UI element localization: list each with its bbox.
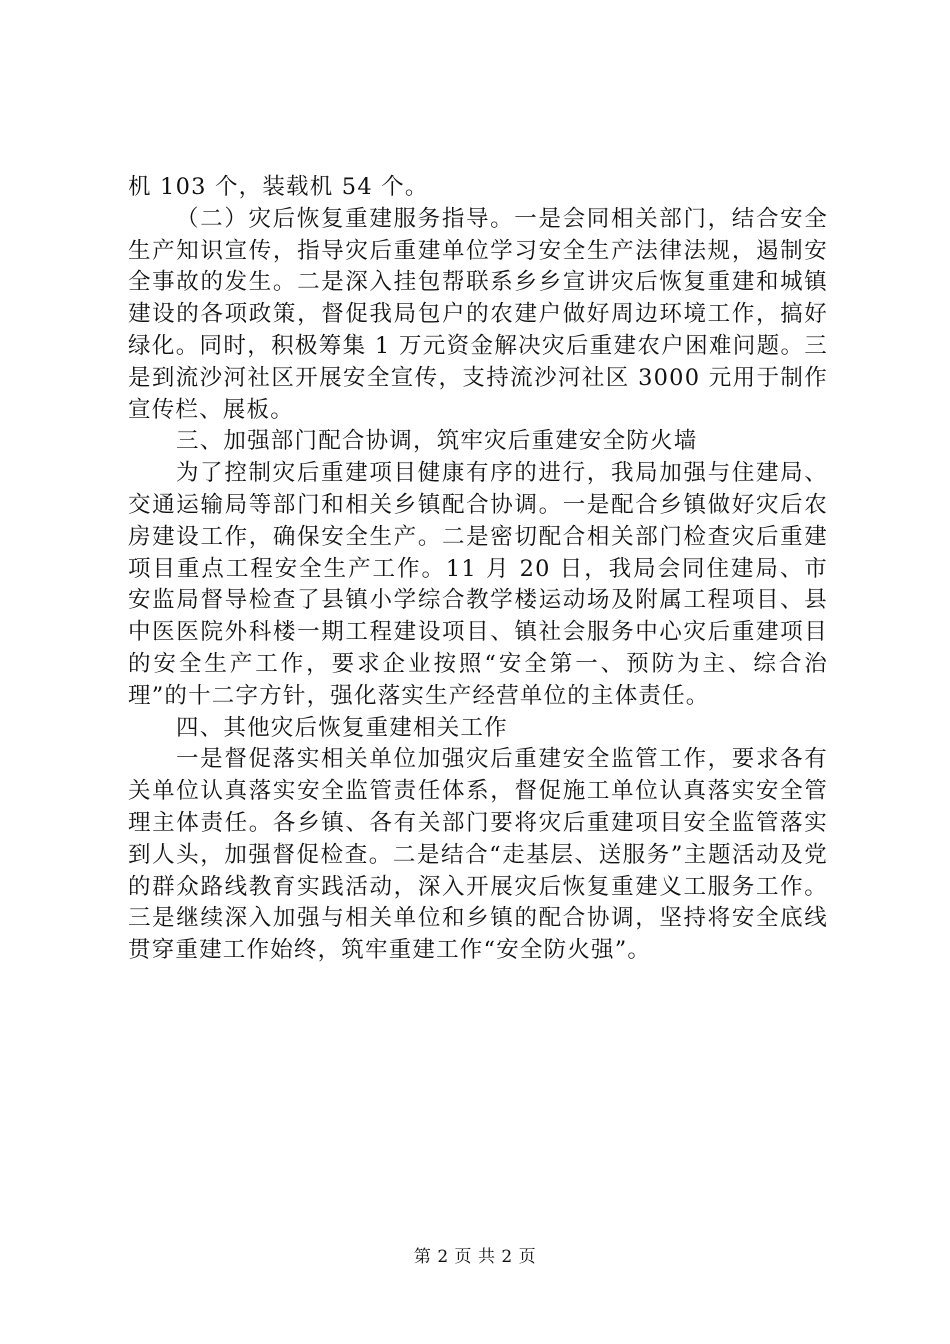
section-heading: 三、加强部门配合协调，筑牢灾后重建安全防火墙 [176, 428, 698, 455]
paragraph: 为了控制灾后重建项目健康有序的进行，我局加强与住建局、交通运输局等部门和相关乡镇配合协调。一是配合乡镇做好灾后农房建设工作，确保安全生产。二是密切配合相关部门检查灾后重建项目重点工程安全生产工作。11 月 20 日，我局会同住建局、市安监局督导检查了县镇小学综合教学楼运动场及附属工程项目、县中医医院外科楼一期工程建设项目、镇社会服务中心灾后重建项目的安全生产工作，要求企业按照“安全第一、预防为主、综合治理”的十二字方针，强化落实生产经营单位的主体责任。 [128, 460, 828, 709]
paragraph: 一是督促落实相关单位加强灾后重建安全监管工作，要求各有关单位认真落实安全监管责任体系，督促施工单位认真落实安全管理主体责任。各乡镇、各有关部门要将灾后重建项目安全监管落实到人头，加强督促检查。二是结合“走基层、送服务”主题活动及党的群众路线教育实践活动，深入开展灾后恢复重建义工服务工作。三是继续深入加强与相关单位和乡镇的配合协调，坚持将安全底线贯穿重建工作始终，筑牢重建工作“安全防火强”。 [128, 746, 828, 964]
paragraph: 机 103 个，装载机 54 个。 [128, 174, 429, 200]
document-body [128, 172, 828, 967]
page-number-footer: 第 2 页 共 2 页 [413, 1247, 537, 1267]
paragraph: （二）灾后恢复重建服务指导。一是会同相关部门，结合安全生产知识宣传，指导灾后重建单位学习安全生产法律法规，遏制安全事故的发生。二是深入挂包帮联系乡乡宣讲灾后恢复重建和城镇建设的各项政策，督促我局包户的农建户做好周边环境工作，搞好绿化。同时，积极筹集 1 万元资金解决灾后重建农户困难问题。三是到流沙河社区开展安全宣传，支持流沙河社区 3000 元用于制作宣传栏、展板。 [128, 205, 828, 423]
section-heading: 四、其他灾后恢复重建相关工作 [176, 714, 508, 741]
